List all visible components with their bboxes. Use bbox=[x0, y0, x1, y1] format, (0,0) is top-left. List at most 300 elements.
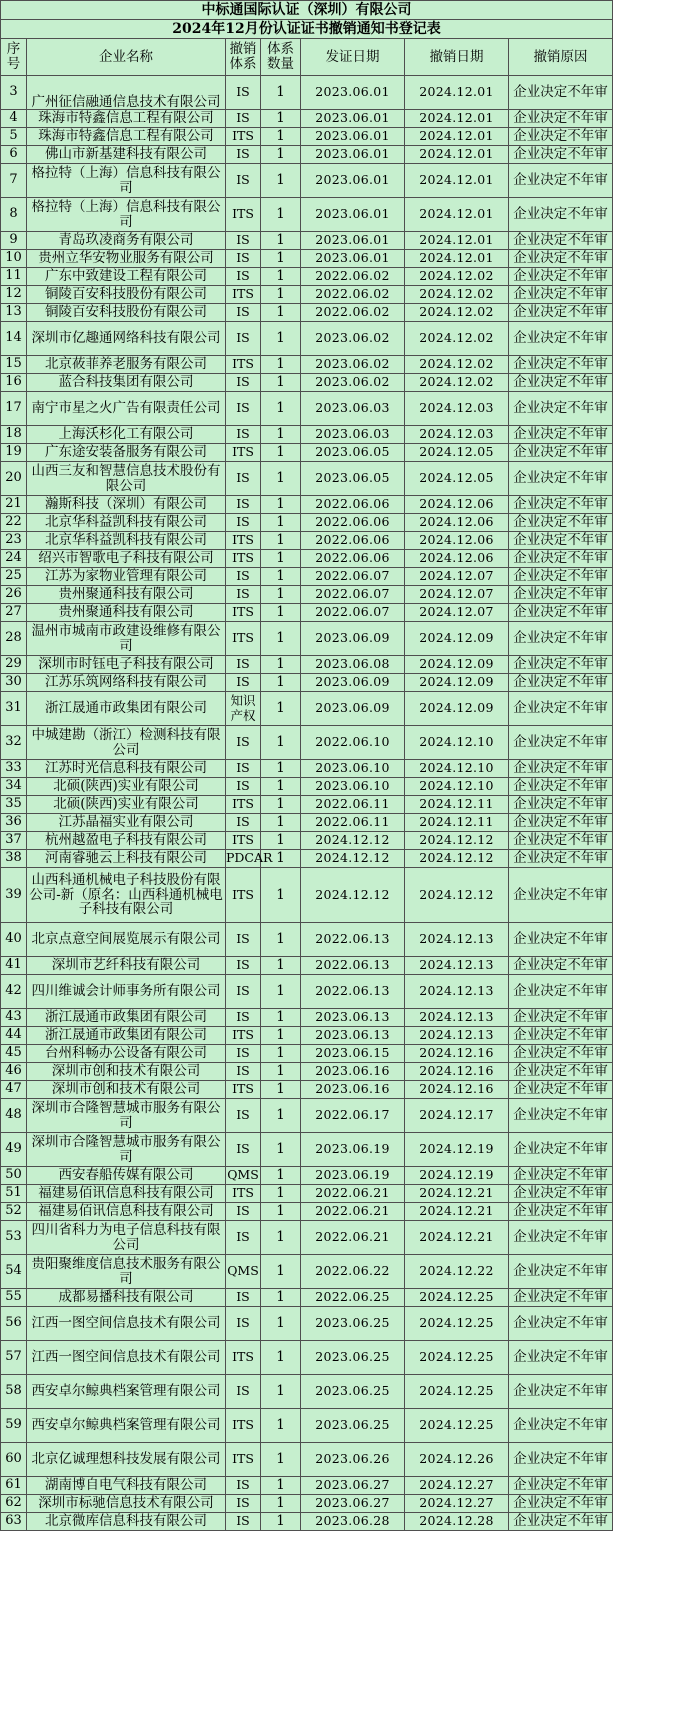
row-revoke-reason: 企业决定不年审 bbox=[509, 444, 613, 462]
table-row bbox=[1, 778, 613, 796]
row-revoke-reason: 企业决定不年审 bbox=[509, 1081, 613, 1099]
row-company-name: 北京微库信息科技有限公司 bbox=[27, 1513, 226, 1531]
row-revoked-system: IS bbox=[226, 656, 261, 674]
row-company-name: 湖南博自电气科技有限公司 bbox=[27, 1477, 226, 1495]
row-serial: 38 bbox=[1, 850, 27, 868]
row-revoke-date: 2024.12.22 bbox=[405, 1255, 509, 1289]
row-issue-date: 2023.06.09 bbox=[301, 692, 405, 726]
row-issue-date: 2022.06.02 bbox=[301, 304, 405, 322]
row-system-count: 1 bbox=[261, 232, 301, 250]
row-company-name: 浙江晟通市政集团有限公司 bbox=[27, 692, 226, 726]
row-revoked-system: IS bbox=[226, 268, 261, 286]
row-serial: 29 bbox=[1, 656, 27, 674]
table-row bbox=[1, 1495, 613, 1513]
row-revoke-reason: 企业决定不年审 bbox=[509, 1009, 613, 1027]
row-serial: 20 bbox=[1, 462, 27, 496]
row-serial: 46 bbox=[1, 1063, 27, 1081]
row-issue-date: 2023.06.03 bbox=[301, 426, 405, 444]
row-revoke-reason: 企业决定不年审 bbox=[509, 462, 613, 496]
row-company-name: 贵州聚通科技有限公司 bbox=[27, 604, 226, 622]
row-revoke-reason: 企业决定不年审 bbox=[509, 550, 613, 568]
row-company-name: 绍兴市智歌电子科技有限公司 bbox=[27, 550, 226, 568]
row-revoked-system: ITS bbox=[226, 198, 261, 232]
table-row bbox=[1, 304, 613, 322]
table-row bbox=[1, 957, 613, 975]
table-row bbox=[1, 496, 613, 514]
row-company-name: 杭州越盈电子科技有限公司 bbox=[27, 832, 226, 850]
row-revoked-system: IS bbox=[226, 1045, 261, 1063]
row-company-name: 西安春船传媒有限公司 bbox=[27, 1167, 226, 1185]
row-serial: 59 bbox=[1, 1409, 27, 1443]
table-row bbox=[1, 568, 613, 586]
row-company-name: 江西一图空间信息技术有限公司 bbox=[27, 1341, 226, 1375]
row-system-count: 1 bbox=[261, 462, 301, 496]
row-revoke-reason: 企业决定不年审 bbox=[509, 726, 613, 760]
row-revoke-date: 2024.12.11 bbox=[405, 796, 509, 814]
row-revoked-system: ITS bbox=[226, 444, 261, 462]
row-system-count: 1 bbox=[261, 1133, 301, 1167]
row-system-count: 1 bbox=[261, 1045, 301, 1063]
row-revoke-date: 2024.12.10 bbox=[405, 726, 509, 760]
row-issue-date: 2023.06.10 bbox=[301, 760, 405, 778]
table-row bbox=[1, 1027, 613, 1045]
row-revoke-date: 2024.12.07 bbox=[405, 568, 509, 586]
row-revoked-system: IS bbox=[226, 1513, 261, 1531]
row-revoke-date: 2024.12.09 bbox=[405, 622, 509, 656]
row-company-name: 北京莜菲养老服务有限公司 bbox=[27, 356, 226, 374]
row-revoke-reason: 企业决定不年审 bbox=[509, 128, 613, 146]
row-company-name: 深圳市合隆智慧城市服务有限公司 bbox=[27, 1099, 226, 1133]
row-company-name: 瀚斯科技（深圳）有限公司 bbox=[27, 496, 226, 514]
row-company-name: 深圳市时钰电子科技有限公司 bbox=[27, 656, 226, 674]
row-revoked-system: IS bbox=[226, 674, 261, 692]
row-revoked-system: IS bbox=[226, 426, 261, 444]
row-issue-date: 2023.06.01 bbox=[301, 110, 405, 128]
row-revoke-date: 2024.12.16 bbox=[405, 1081, 509, 1099]
row-revoked-system: ITS bbox=[226, 1027, 261, 1045]
row-system-count: 1 bbox=[261, 514, 301, 532]
row-serial: 31 bbox=[1, 692, 27, 726]
row-revoke-reason: 企业决定不年审 bbox=[509, 760, 613, 778]
row-revoked-system: IS bbox=[226, 1221, 261, 1255]
row-revoked-system: IS bbox=[226, 392, 261, 426]
row-revoke-date: 2024.12.01 bbox=[405, 110, 509, 128]
row-revoke-date: 2024.12.10 bbox=[405, 760, 509, 778]
row-system-count: 1 bbox=[261, 110, 301, 128]
row-revoke-date: 2024.12.10 bbox=[405, 778, 509, 796]
row-serial: 45 bbox=[1, 1045, 27, 1063]
row-revoke-reason: 企业决定不年审 bbox=[509, 1289, 613, 1307]
row-revoked-system: IS bbox=[226, 110, 261, 128]
row-company-name: 江西一图空间信息技术有限公司 bbox=[27, 1307, 226, 1341]
row-serial: 52 bbox=[1, 1203, 27, 1221]
row-issue-date: 2023.06.03 bbox=[301, 392, 405, 426]
row-company-name: 温州市城南市政建设维修有限公司 bbox=[27, 622, 226, 656]
row-issue-date: 2022.06.02 bbox=[301, 268, 405, 286]
row-revoked-system: ITS bbox=[226, 622, 261, 656]
row-serial: 25 bbox=[1, 568, 27, 586]
row-issue-date: 2024.12.12 bbox=[301, 850, 405, 868]
row-revoked-system: IS bbox=[226, 760, 261, 778]
row-revoke-reason: 企业决定不年审 bbox=[509, 622, 613, 656]
row-issue-date: 2023.06.13 bbox=[301, 1027, 405, 1045]
table-row bbox=[1, 923, 613, 957]
row-issue-date: 2024.12.12 bbox=[301, 832, 405, 850]
row-revoke-date: 2024.12.13 bbox=[405, 923, 509, 957]
row-revoke-date: 2024.12.25 bbox=[405, 1409, 509, 1443]
table-row bbox=[1, 832, 613, 850]
row-revoke-date: 2024.12.13 bbox=[405, 1027, 509, 1045]
row-revoke-date: 2024.12.27 bbox=[405, 1495, 509, 1513]
row-system-count: 1 bbox=[261, 322, 301, 356]
row-company-name: 贵州聚通科技有限公司 bbox=[27, 586, 226, 604]
row-company-name: 成都易播科技有限公司 bbox=[27, 1289, 226, 1307]
row-revoke-date: 2024.12.16 bbox=[405, 1045, 509, 1063]
row-revoked-system: ITS bbox=[226, 550, 261, 568]
row-revoke-date: 2024.12.12 bbox=[405, 832, 509, 850]
row-revoke-date: 2024.12.21 bbox=[405, 1203, 509, 1221]
row-system-count: 1 bbox=[261, 832, 301, 850]
row-company-name: 河南睿驰云上科技有限公司 bbox=[27, 850, 226, 868]
row-serial: 6 bbox=[1, 146, 27, 164]
row-issue-date: 2023.06.05 bbox=[301, 462, 405, 496]
row-issue-date: 2022.06.07 bbox=[301, 604, 405, 622]
row-company-name: 南宁市星之火广告有限责任公司 bbox=[27, 392, 226, 426]
row-revoke-reason: 企业决定不年审 bbox=[509, 1513, 613, 1531]
row-revoke-reason: 企业决定不年审 bbox=[509, 374, 613, 392]
row-issue-date: 2023.06.27 bbox=[301, 1477, 405, 1495]
row-system-count: 1 bbox=[261, 304, 301, 322]
header-company-name: 企业名称 bbox=[27, 39, 226, 76]
row-revoked-system: IS bbox=[226, 975, 261, 1009]
row-serial: 62 bbox=[1, 1495, 27, 1513]
row-company-name: 北京亿诚理想科技发展有限公司 bbox=[27, 1443, 226, 1477]
row-serial: 33 bbox=[1, 760, 27, 778]
row-system-count: 1 bbox=[261, 356, 301, 374]
row-revoke-reason: 企业决定不年审 bbox=[509, 1443, 613, 1477]
row-serial: 9 bbox=[1, 232, 27, 250]
row-issue-date: 2023.06.16 bbox=[301, 1081, 405, 1099]
table-row bbox=[1, 374, 613, 392]
row-system-count: 1 bbox=[261, 426, 301, 444]
row-company-name: 北硕(陕西)实业有限公司 bbox=[27, 796, 226, 814]
row-revoke-date: 2024.12.01 bbox=[405, 232, 509, 250]
table-row bbox=[1, 760, 613, 778]
header-issue-date: 发证日期 bbox=[301, 39, 405, 76]
row-issue-date: 2023.06.25 bbox=[301, 1307, 405, 1341]
row-system-count: 1 bbox=[261, 1375, 301, 1409]
row-revoked-system: IS bbox=[226, 1133, 261, 1167]
row-issue-date: 2022.06.10 bbox=[301, 726, 405, 760]
row-revoke-reason: 企业决定不年审 bbox=[509, 146, 613, 164]
table-row bbox=[1, 250, 613, 268]
row-revoke-date: 2024.12.06 bbox=[405, 496, 509, 514]
row-revoke-date: 2024.12.01 bbox=[405, 164, 509, 198]
table-row bbox=[1, 656, 613, 674]
row-issue-date: 2023.06.02 bbox=[301, 322, 405, 356]
row-system-count: 1 bbox=[261, 250, 301, 268]
table-row bbox=[1, 128, 613, 146]
row-revoked-system: IS bbox=[226, 1495, 261, 1513]
row-system-count: 1 bbox=[261, 76, 301, 110]
row-revoke-reason: 企业决定不年审 bbox=[509, 692, 613, 726]
row-revoke-reason: 企业决定不年审 bbox=[509, 674, 613, 692]
table-row bbox=[1, 164, 613, 198]
row-system-count: 1 bbox=[261, 1443, 301, 1477]
row-issue-date: 2023.06.25 bbox=[301, 1375, 405, 1409]
row-revoke-reason: 企业决定不年审 bbox=[509, 304, 613, 322]
row-issue-date: 2023.06.10 bbox=[301, 778, 405, 796]
row-system-count: 1 bbox=[261, 164, 301, 198]
row-company-name: 上海沃杉化工有限公司 bbox=[27, 426, 226, 444]
row-company-name: 西安卓尔鲸典档案管理有限公司 bbox=[27, 1375, 226, 1409]
row-company-name: 中城建勘（浙江）检测科技有限公司 bbox=[27, 726, 226, 760]
row-revoked-system: IS bbox=[226, 1375, 261, 1409]
row-company-name: 北京华科益凯科技有限公司 bbox=[27, 514, 226, 532]
row-serial: 7 bbox=[1, 164, 27, 198]
row-serial: 13 bbox=[1, 304, 27, 322]
row-revoke-date: 2024.12.13 bbox=[405, 957, 509, 975]
row-issue-date: 2022.06.06 bbox=[301, 532, 405, 550]
row-revoke-reason: 企业决定不年审 bbox=[509, 532, 613, 550]
row-revoked-system: IS bbox=[226, 814, 261, 832]
row-revoke-date: 2024.12.21 bbox=[405, 1185, 509, 1203]
row-system-count: 1 bbox=[261, 1477, 301, 1495]
row-serial: 51 bbox=[1, 1185, 27, 1203]
row-revoked-system: ITS bbox=[226, 1443, 261, 1477]
row-revoked-system: ITS bbox=[226, 796, 261, 814]
row-serial: 35 bbox=[1, 796, 27, 814]
row-company-name: 广东中致建设工程有限公司 bbox=[27, 268, 226, 286]
row-revoke-reason: 企业决定不年审 bbox=[509, 250, 613, 268]
row-company-name: 江苏为家物业管理有限公司 bbox=[27, 568, 226, 586]
row-revoke-date: 2024.12.02 bbox=[405, 356, 509, 374]
row-revoked-system: IS bbox=[226, 1307, 261, 1341]
row-revoke-reason: 企业决定不年审 bbox=[509, 1063, 613, 1081]
row-revoke-reason: 企业决定不年审 bbox=[509, 1307, 613, 1341]
row-company-name: 深圳市创和技术有限公司 bbox=[27, 1081, 226, 1099]
row-issue-date: 2023.06.05 bbox=[301, 444, 405, 462]
row-revoke-date: 2024.12.06 bbox=[405, 532, 509, 550]
row-issue-date: 2023.06.13 bbox=[301, 1009, 405, 1027]
row-serial: 41 bbox=[1, 957, 27, 975]
row-system-count: 1 bbox=[261, 146, 301, 164]
row-serial: 54 bbox=[1, 1255, 27, 1289]
table-row bbox=[1, 1255, 613, 1289]
row-revoked-system: IS bbox=[226, 232, 261, 250]
row-serial: 47 bbox=[1, 1081, 27, 1099]
table-row bbox=[1, 198, 613, 232]
row-serial: 4 bbox=[1, 110, 27, 128]
row-revoked-system: IS bbox=[226, 1203, 261, 1221]
row-system-count: 1 bbox=[261, 1027, 301, 1045]
table-row bbox=[1, 76, 613, 110]
row-serial: 61 bbox=[1, 1477, 27, 1495]
row-system-count: 1 bbox=[261, 392, 301, 426]
table-row bbox=[1, 514, 613, 532]
table-row bbox=[1, 1443, 613, 1477]
row-revoke-reason: 企业决定不年审 bbox=[509, 656, 613, 674]
row-serial: 11 bbox=[1, 268, 27, 286]
row-revoked-system: ITS bbox=[226, 1185, 261, 1203]
row-system-count: 1 bbox=[261, 622, 301, 656]
row-company-name: 青岛玖凌商务有限公司 bbox=[27, 232, 226, 250]
row-revoke-date: 2024.12.03 bbox=[405, 392, 509, 426]
table-row bbox=[1, 356, 613, 374]
row-serial: 55 bbox=[1, 1289, 27, 1307]
row-revoke-date: 2024.12.02 bbox=[405, 268, 509, 286]
row-revoked-system: 知识产权 bbox=[226, 692, 261, 726]
row-serial: 17 bbox=[1, 392, 27, 426]
row-revoke-date: 2024.12.11 bbox=[405, 814, 509, 832]
row-revoke-reason: 企业决定不年审 bbox=[509, 426, 613, 444]
row-serial: 24 bbox=[1, 550, 27, 568]
row-revoke-date: 2024.12.01 bbox=[405, 198, 509, 232]
row-revoked-system: IS bbox=[226, 1099, 261, 1133]
header-serial: 序号 bbox=[1, 39, 27, 76]
row-revoke-date: 2024.12.06 bbox=[405, 550, 509, 568]
row-revoke-reason: 企业决定不年审 bbox=[509, 778, 613, 796]
row-issue-date: 2023.06.09 bbox=[301, 674, 405, 692]
row-revoke-date: 2024.12.17 bbox=[405, 1099, 509, 1133]
table-row bbox=[1, 392, 613, 426]
row-revoked-system: QMS bbox=[226, 1167, 261, 1185]
row-revoke-reason: 企业决定不年审 bbox=[509, 586, 613, 604]
row-revoke-date: 2024.12.13 bbox=[405, 975, 509, 1009]
row-system-count: 1 bbox=[261, 957, 301, 975]
row-revoked-system: IS bbox=[226, 462, 261, 496]
row-serial: 57 bbox=[1, 1341, 27, 1375]
row-revoke-date: 2024.12.07 bbox=[405, 604, 509, 622]
row-revoked-system: IS bbox=[226, 374, 261, 392]
row-revoke-date: 2024.12.03 bbox=[405, 426, 509, 444]
row-revoke-date: 2024.12.01 bbox=[405, 250, 509, 268]
row-company-name: 深圳市亿趣通网络科技有限公司 bbox=[27, 322, 226, 356]
row-serial: 27 bbox=[1, 604, 27, 622]
row-system-count: 1 bbox=[261, 286, 301, 304]
table-row bbox=[1, 146, 613, 164]
row-company-name: 江苏时光信息科技有限公司 bbox=[27, 760, 226, 778]
row-revoke-date: 2024.12.02 bbox=[405, 374, 509, 392]
row-company-name: 四川省科力为电子信息科技有限公司 bbox=[27, 1221, 226, 1255]
row-system-count: 1 bbox=[261, 374, 301, 392]
row-system-count: 1 bbox=[261, 128, 301, 146]
row-revoke-reason: 企业决定不年审 bbox=[509, 392, 613, 426]
row-issue-date: 2022.06.02 bbox=[301, 286, 405, 304]
row-revoked-system: IS bbox=[226, 304, 261, 322]
row-issue-date: 2023.06.19 bbox=[301, 1133, 405, 1167]
row-system-count: 1 bbox=[261, 1255, 301, 1289]
table-row bbox=[1, 1099, 613, 1133]
row-revoke-reason: 企业决定不年审 bbox=[509, 1375, 613, 1409]
row-revoke-date: 2024.12.25 bbox=[405, 1289, 509, 1307]
row-revoked-system: IS bbox=[226, 322, 261, 356]
row-issue-date: 2023.06.15 bbox=[301, 1045, 405, 1063]
table-row bbox=[1, 1203, 613, 1221]
row-revoke-reason: 企业决定不年审 bbox=[509, 198, 613, 232]
row-revoke-date: 2024.12.02 bbox=[405, 322, 509, 356]
row-system-count: 1 bbox=[261, 868, 301, 923]
row-revoke-reason: 企业决定不年审 bbox=[509, 1185, 613, 1203]
row-revoke-date: 2024.12.02 bbox=[405, 286, 509, 304]
table-row bbox=[1, 674, 613, 692]
row-revoked-system: ITS bbox=[226, 1409, 261, 1443]
row-issue-date: 2022.06.17 bbox=[301, 1099, 405, 1133]
row-serial: 42 bbox=[1, 975, 27, 1009]
table-row bbox=[1, 1063, 613, 1081]
row-issue-date: 2023.06.01 bbox=[301, 76, 405, 110]
row-serial: 37 bbox=[1, 832, 27, 850]
row-serial: 43 bbox=[1, 1009, 27, 1027]
row-revoke-date: 2024.12.21 bbox=[405, 1221, 509, 1255]
row-serial: 28 bbox=[1, 622, 27, 656]
row-revoked-system: ITS bbox=[226, 868, 261, 923]
row-company-name: 四川维诚会计师事务所有限公司 bbox=[27, 975, 226, 1009]
row-revoke-reason: 企业决定不年审 bbox=[509, 1409, 613, 1443]
row-company-name: 广东途安装备服务有限公司 bbox=[27, 444, 226, 462]
table-row bbox=[1, 1409, 613, 1443]
row-issue-date: 2023.06.16 bbox=[301, 1063, 405, 1081]
row-issue-date: 2022.06.06 bbox=[301, 550, 405, 568]
row-company-name: 广州征信融通信息技术有限公司 bbox=[27, 76, 226, 110]
row-company-name: 山西科通机械电子科技股份有限公司-新（原名：山西科通机械电子科技有限公司 bbox=[27, 868, 226, 923]
row-revoke-date: 2024.12.25 bbox=[405, 1307, 509, 1341]
row-serial: 18 bbox=[1, 426, 27, 444]
row-serial: 44 bbox=[1, 1027, 27, 1045]
row-revoke-date: 2024.12.01 bbox=[405, 76, 509, 110]
row-system-count: 1 bbox=[261, 692, 301, 726]
row-system-count: 1 bbox=[261, 674, 301, 692]
row-system-count: 1 bbox=[261, 1289, 301, 1307]
table-row bbox=[1, 868, 613, 923]
row-revoke-date: 2024.12.06 bbox=[405, 514, 509, 532]
table-row bbox=[1, 110, 613, 128]
row-issue-date: 2022.06.11 bbox=[301, 796, 405, 814]
row-revoked-system: ITS bbox=[226, 128, 261, 146]
row-revoke-date: 2024.12.07 bbox=[405, 586, 509, 604]
row-system-count: 1 bbox=[261, 1307, 301, 1341]
row-revoked-system: IS bbox=[226, 1009, 261, 1027]
row-system-count: 1 bbox=[261, 778, 301, 796]
table-row bbox=[1, 692, 613, 726]
row-revoke-date: 2024.12.26 bbox=[405, 1443, 509, 1477]
row-issue-date: 2023.06.02 bbox=[301, 374, 405, 392]
row-serial: 58 bbox=[1, 1375, 27, 1409]
row-revoked-system: IS bbox=[226, 164, 261, 198]
row-revoked-system: IS bbox=[226, 514, 261, 532]
row-revoked-system: ITS bbox=[226, 356, 261, 374]
row-issue-date: 2022.06.21 bbox=[301, 1185, 405, 1203]
table-row bbox=[1, 1477, 613, 1495]
row-revoked-system: PDCAR bbox=[226, 850, 261, 868]
row-issue-date: 2022.06.21 bbox=[301, 1203, 405, 1221]
table-row bbox=[1, 604, 613, 622]
table-row bbox=[1, 444, 613, 462]
row-system-count: 1 bbox=[261, 975, 301, 1009]
table-row bbox=[1, 286, 613, 304]
row-company-name: 北京点意空间展览展示有限公司 bbox=[27, 923, 226, 957]
row-revoke-reason: 企业决定不年审 bbox=[509, 850, 613, 868]
row-revoke-date: 2024.12.09 bbox=[405, 692, 509, 726]
row-issue-date: 2023.06.02 bbox=[301, 356, 405, 374]
row-revoke-date: 2024.12.16 bbox=[405, 1063, 509, 1081]
row-revoke-reason: 企业决定不年审 bbox=[509, 322, 613, 356]
row-serial: 36 bbox=[1, 814, 27, 832]
row-issue-date: 2022.06.07 bbox=[301, 568, 405, 586]
row-system-count: 1 bbox=[261, 1513, 301, 1531]
table-row bbox=[1, 532, 613, 550]
row-company-name: 贵阳聚维度信息技术服务有限公司 bbox=[27, 1255, 226, 1289]
